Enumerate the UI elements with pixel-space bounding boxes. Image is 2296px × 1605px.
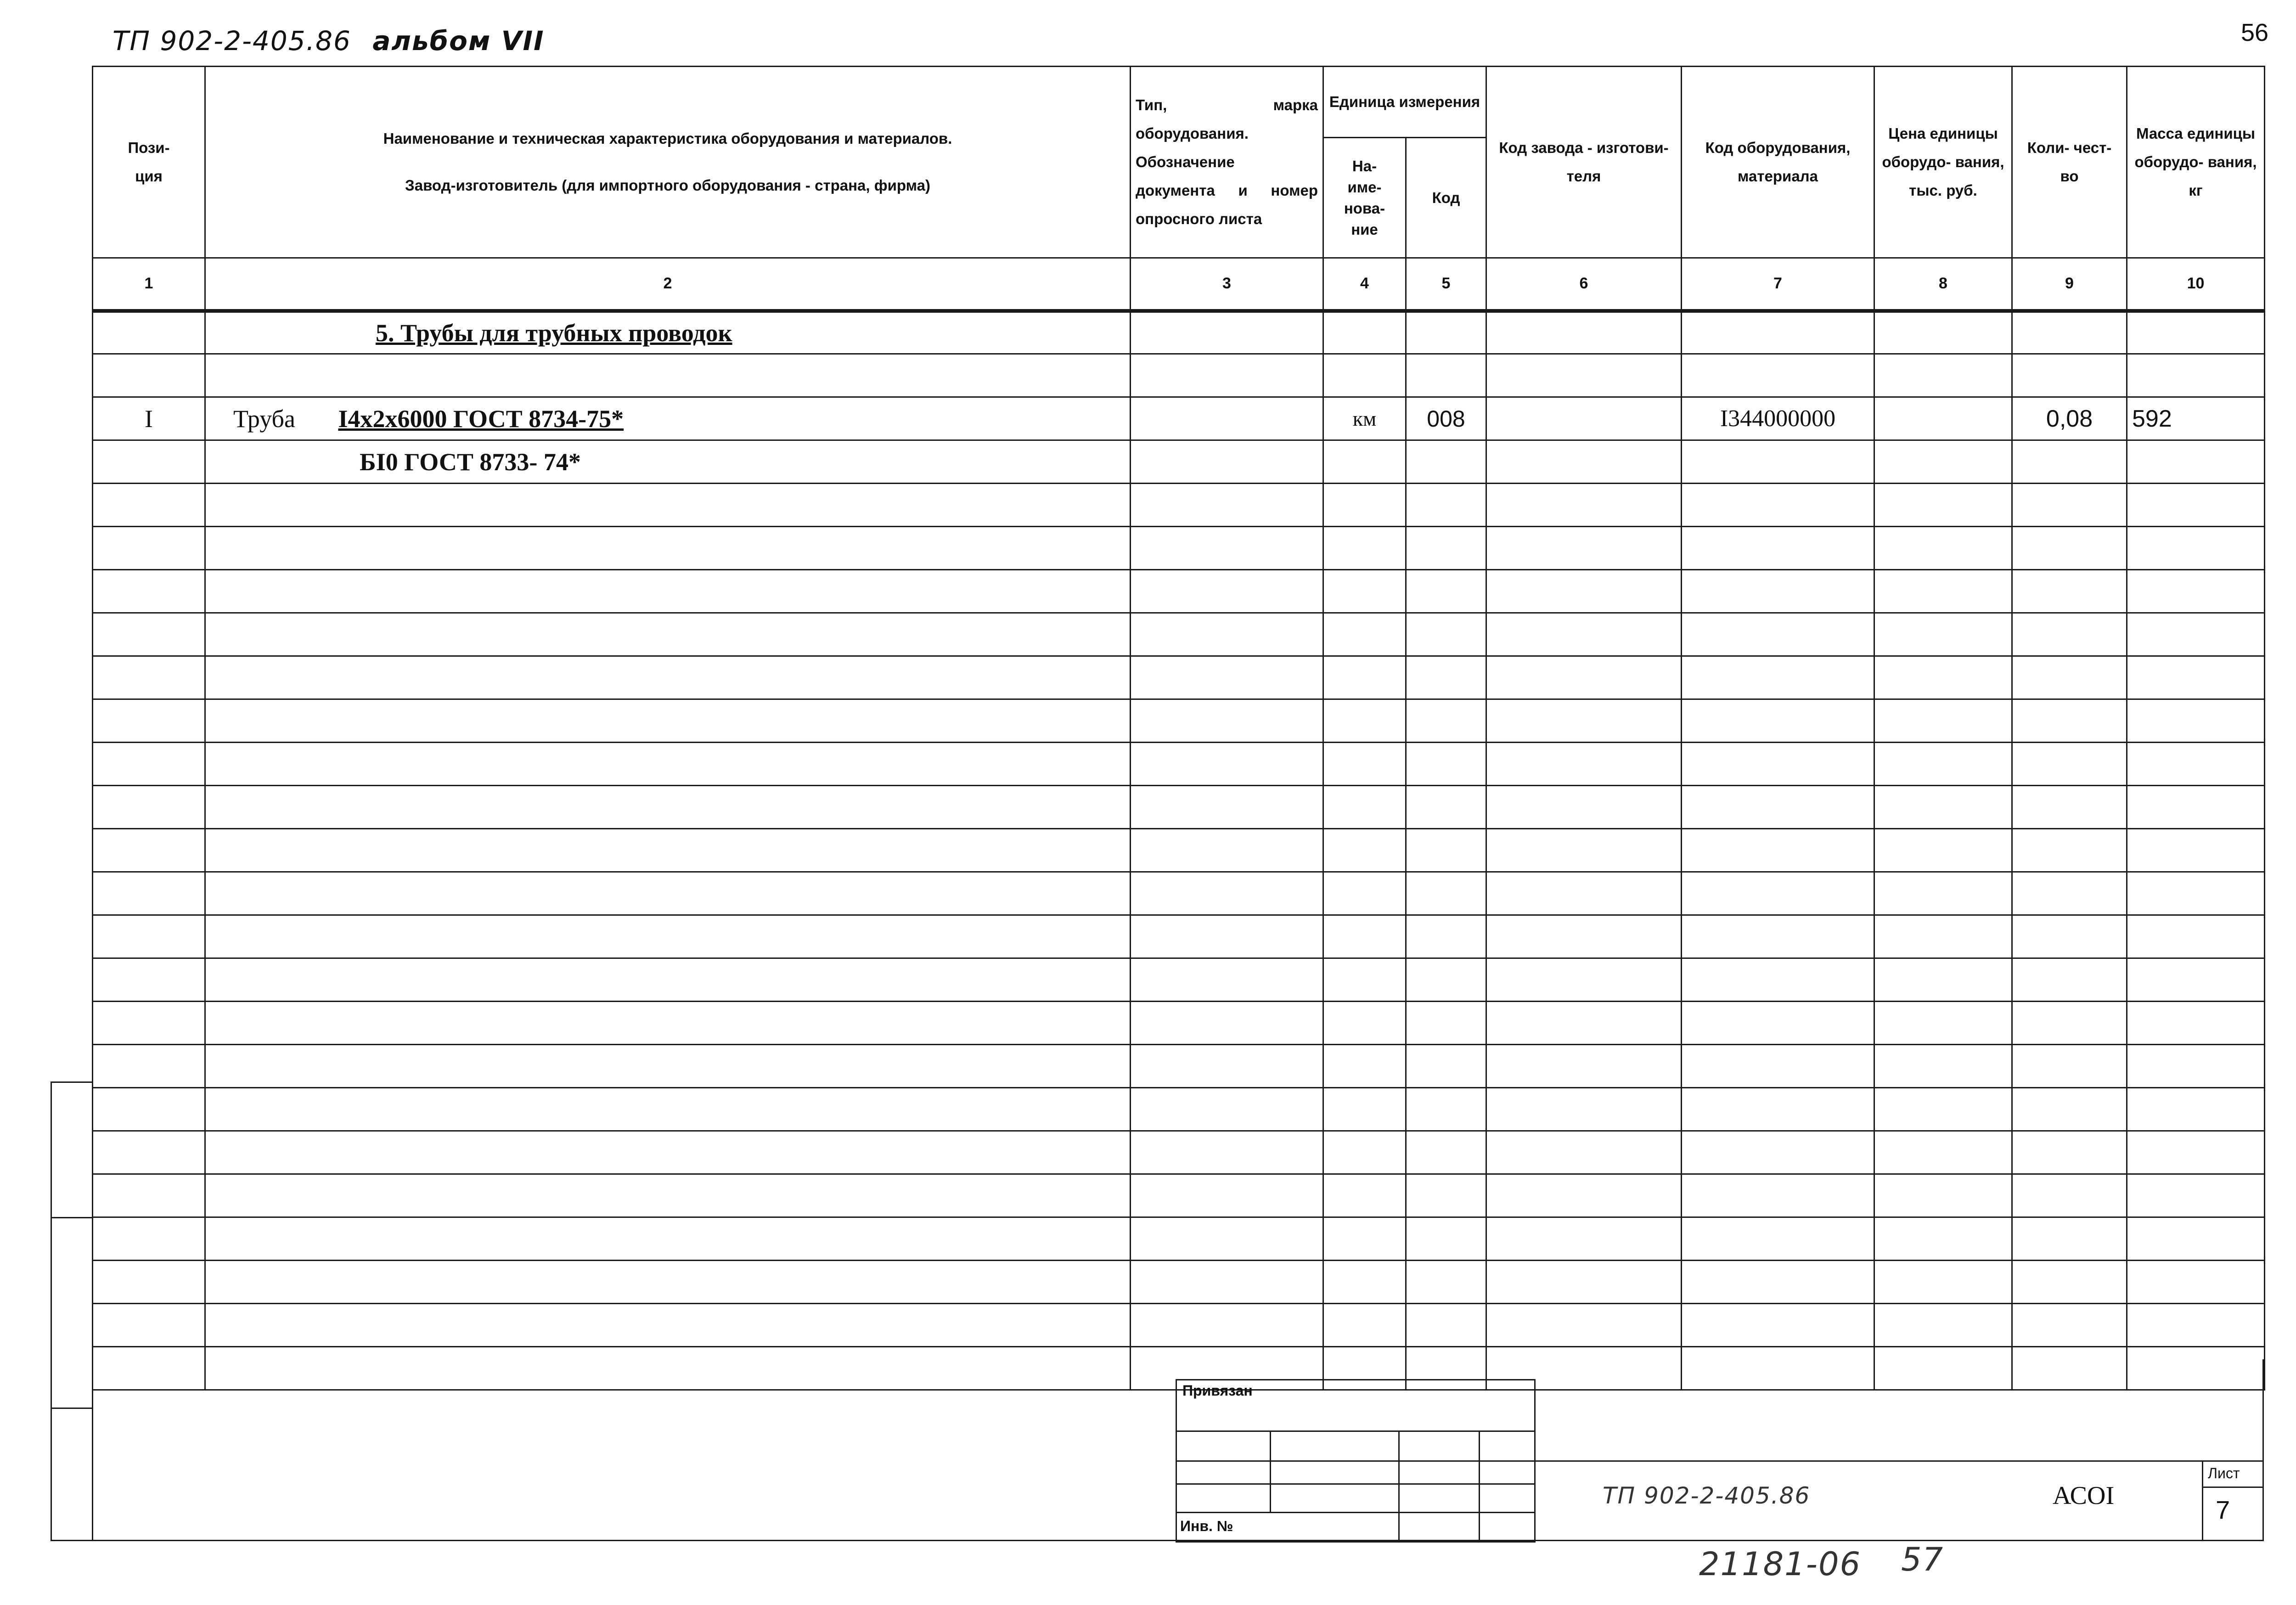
table-row <box>93 656 2265 699</box>
section-title-row <box>93 311 2265 354</box>
album-text: альбом VII <box>372 25 545 56</box>
item-quantity: 0,08 <box>2012 397 2127 440</box>
sheet-cell-divider <box>2202 1460 2203 1541</box>
table-row <box>93 570 2265 613</box>
table-row <box>93 484 2265 527</box>
col-number: 2 <box>205 258 1131 311</box>
item-name-prefix: Труба <box>233 405 295 433</box>
table-row <box>93 1174 2265 1217</box>
item-name <box>205 397 1131 440</box>
stamp-divider <box>1270 1430 1271 1512</box>
binding-strip-tick <box>51 1217 92 1218</box>
stamp-divider <box>1398 1430 1400 1540</box>
sheet-label: Лист <box>2208 1465 2240 1481</box>
column-number-row <box>93 258 2265 311</box>
table-row <box>93 1131 2265 1174</box>
table-row <box>93 1217 2265 1261</box>
col-factory-code-header: Код завода - изготови- теля <box>1486 67 1682 258</box>
col-equipment-code-header: Код оборудования, материала <box>1682 67 1874 258</box>
title-block-code: ТП 902-2-405.86 <box>1603 1482 1811 1509</box>
item-position: I <box>93 397 205 440</box>
table-row <box>93 915 2265 958</box>
title-block-mark: АСОI <box>2053 1481 2115 1510</box>
title-block-top-line <box>1534 1460 2264 1462</box>
stamp-line <box>1176 1460 1534 1462</box>
item-name-line2: БI0 ГОСТ 8733- 74* <box>360 448 581 476</box>
col-name-header <box>205 67 1131 258</box>
stamp-line <box>1176 1483 1534 1485</box>
stamp-divider <box>1479 1430 1480 1540</box>
section-title: 5. Трубы для трубных проводок <box>376 319 732 347</box>
col-name-header-line2: Завод-изготовитель (для импортного оборудования - страна, фирма) <box>405 177 930 194</box>
col-type-header: Тип, марка оборудования. Обозначение документа и номер опросного листа <box>1131 67 1323 258</box>
binding-strip-tick <box>51 1081 92 1083</box>
table-row <box>93 527 2265 570</box>
col-number: 8 <box>1874 258 2012 311</box>
item-mass: 592 <box>2127 397 2265 440</box>
col-mass-header: Масса единицы оборудо- вания, кг <box>2127 67 2265 258</box>
table-row <box>93 1002 2265 1045</box>
item-equipment-code: I344000000 <box>1682 397 1874 440</box>
table-row <box>93 354 2265 397</box>
table-row <box>93 1304 2265 1347</box>
table-row <box>93 958 2265 1002</box>
stamp-line <box>1176 1430 1534 1432</box>
table-row <box>93 1261 2265 1304</box>
binding-strip-line <box>51 1081 52 1541</box>
col-unit-name-header: На- име- нова- ние <box>1323 138 1406 258</box>
item-row <box>93 397 2265 440</box>
col-number: 4 <box>1323 258 1406 311</box>
col-number: 3 <box>1131 258 1323 311</box>
item-row-continuation <box>93 440 2265 484</box>
doc-code-text: ТП 902-2-405.86 <box>113 25 351 56</box>
col-number: 1 <box>93 258 205 311</box>
col-price-header: Цена единицы оборудо- вания, тыс. руб. <box>1874 67 2012 258</box>
sheet-number: 7 <box>2216 1495 2230 1524</box>
table-row <box>93 1088 2265 1131</box>
binding-strip-tick <box>51 1408 92 1409</box>
archive-number: 21181-06 <box>1699 1545 1862 1583</box>
table-row <box>93 872 2265 915</box>
col-number: 10 <box>2127 258 2265 311</box>
header-row-top <box>93 67 2265 138</box>
table-row <box>93 699 2265 743</box>
sheet-cell-divider <box>2202 1487 2264 1488</box>
item-name-line1: I4x2x6000 ГОСТ 8734-75* <box>338 405 624 433</box>
page-number: 56 <box>2241 19 2269 46</box>
frame-left-border <box>92 1359 93 1541</box>
document-code <box>113 25 545 56</box>
inventory-number-label: Инв. № <box>1180 1518 1233 1534</box>
item-unit-code: 008 <box>1406 397 1486 440</box>
binding-stamp-label: Привязан <box>1182 1382 1253 1399</box>
table-row <box>93 613 2265 656</box>
col-number: 5 <box>1406 258 1486 311</box>
col-unit-group-header: Единица измерения <box>1323 67 1486 138</box>
table-row <box>93 786 2265 829</box>
col-number: 7 <box>1682 258 1874 311</box>
col-name-header-line1: Наименование и техническая характеристика оборудования и материалов. <box>383 130 952 147</box>
col-number: 9 <box>2012 258 2127 311</box>
stamp-line <box>1176 1512 1534 1513</box>
col-number: 6 <box>1486 258 1682 311</box>
frame-right-border <box>2262 1359 2264 1541</box>
table-row <box>93 829 2265 872</box>
specification-table <box>92 66 2265 1391</box>
item-unit-name: км <box>1323 397 1406 440</box>
table-row <box>93 1045 2265 1088</box>
col-unit-code-header: Код <box>1406 138 1486 258</box>
page-mark: 57 <box>1901 1541 1944 1578</box>
col-position-header: Пози- ция <box>93 67 205 258</box>
col-quantity-header: Коли- чест- во <box>2012 67 2127 258</box>
table-row <box>93 743 2265 786</box>
